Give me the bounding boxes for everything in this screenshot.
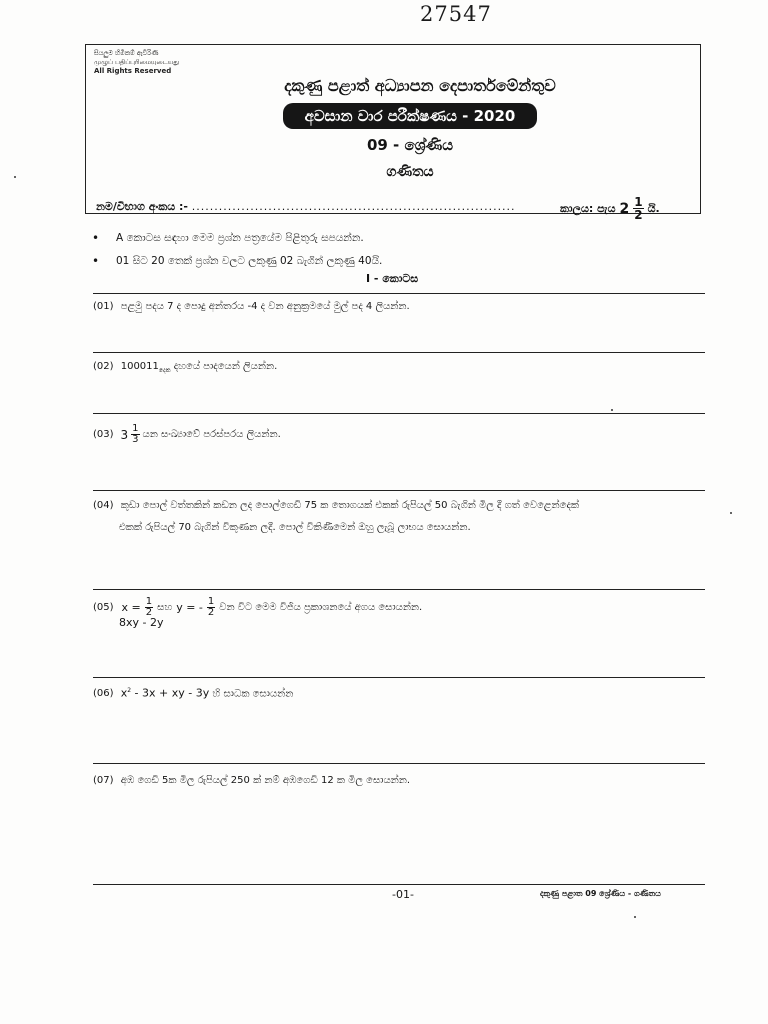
scan-speck bbox=[611, 409, 613, 411]
question-text: පළමු පදය 7 ද පොදු අන්තරය -4 ද වන අනුක්‍රමයේ මුල් පද 4 ලියන්න. bbox=[120, 301, 410, 312]
question-5 bbox=[93, 597, 693, 632]
y-fraction bbox=[207, 597, 215, 618]
copyright-sinhala: සියලුම හිමිකම් ඇවිරිණි bbox=[94, 49, 159, 57]
y-denominator: 2 bbox=[207, 607, 215, 618]
question-number: (03) bbox=[93, 428, 114, 440]
question-number: (04) bbox=[93, 500, 114, 511]
question-text: අඹ ගෙඩි 5ක මිල රුපියල් 250 ක් නම් අඹගෙඩි 12 ක මිල සොයන්න. bbox=[120, 775, 411, 786]
question-text: යන සංඛ්‍යාවේ පරස්පරය ලියන්න. bbox=[142, 428, 281, 440]
answer-rule bbox=[93, 352, 705, 353]
y-numerator: 1 bbox=[207, 596, 215, 607]
binary-value: 100011 bbox=[120, 361, 159, 372]
scan-speck bbox=[14, 176, 16, 178]
mixed-whole: 3 bbox=[120, 427, 129, 442]
instruction-item: • A කොටස සඳහා මෙම ප්‍රශ්න පත්‍රයේම පිළිතුරු සපයන්න. bbox=[92, 232, 382, 245]
question-text-line1: කුඩා පොල් වත්තකින් කඩන ලද පොල්ගෙඩි 75 ක තොගයක් එකක් රුපියල් 50 බැගින් මිල දී ගත් වෙළෙන්දෙක් bbox=[120, 500, 580, 511]
time-denominator: 2 bbox=[634, 208, 643, 222]
y-label: y = - bbox=[176, 600, 203, 614]
question-1 bbox=[93, 298, 693, 316]
time-suffix: යි. bbox=[647, 201, 660, 215]
part-title: I - කොටස bbox=[366, 272, 419, 285]
question-3 bbox=[93, 424, 693, 445]
serial-number: 27547 bbox=[420, 2, 492, 26]
and-word: සහ bbox=[157, 601, 173, 613]
time-numerator: 1 bbox=[634, 195, 643, 209]
time-fraction bbox=[633, 196, 643, 221]
time-field bbox=[560, 196, 660, 221]
expression-rest: - 3x + xy - 3y bbox=[131, 686, 210, 700]
question-2 bbox=[93, 358, 693, 380]
answer-rule bbox=[93, 413, 705, 414]
footer-rule bbox=[93, 884, 705, 885]
scan-speck bbox=[634, 916, 636, 918]
mixed-fraction bbox=[131, 424, 139, 445]
subject-title: ගණිතය bbox=[386, 164, 434, 180]
binary-base: දෙක bbox=[158, 367, 171, 374]
question-6 bbox=[93, 682, 693, 703]
question-number: (05) bbox=[93, 601, 114, 613]
algebraic-expression: 8xy - 2y bbox=[119, 616, 164, 629]
instruction-item: • 01 සිට 20 තෙක් ප්‍රශ්න වලට ලකුණු 02 බැගින් ලකුණු 40යි. bbox=[92, 255, 382, 268]
scan-speck bbox=[730, 512, 732, 514]
fraction-denominator: 3 bbox=[132, 434, 139, 445]
instructions-list bbox=[92, 232, 382, 278]
name-field-dots: ........................................................................ bbox=[191, 200, 516, 213]
footer-caption: දකුණු පළාත 09 ශ්‍රේණිය - ගණිතය bbox=[540, 889, 661, 898]
question-text: හි සාධක සොයන්න bbox=[212, 688, 294, 700]
time-label: කාලය: පැය bbox=[560, 201, 616, 215]
question-number: (02) bbox=[93, 361, 114, 372]
question-7 bbox=[93, 772, 693, 790]
question-number: (06) bbox=[93, 688, 114, 700]
copyright-notice bbox=[94, 49, 179, 76]
exam-title-banner: අවසාන වාර පරීක්ෂණය - 2020 bbox=[283, 103, 537, 129]
answer-rule bbox=[93, 490, 705, 491]
page-number: -01- bbox=[392, 888, 414, 901]
expression-start: x bbox=[120, 686, 128, 700]
question-4 bbox=[93, 497, 693, 537]
section-rule bbox=[93, 293, 705, 294]
department-title: දකුණු පළාත් අධ්‍යාපන දෙපාර්තමේන්තුව bbox=[284, 76, 556, 95]
answer-rule bbox=[93, 589, 705, 590]
answer-rule bbox=[93, 763, 705, 764]
fraction-numerator: 1 bbox=[132, 423, 139, 434]
exponent: 2 bbox=[127, 687, 132, 694]
grade-title: 09 - ශ්‍රේණිය bbox=[366, 136, 454, 154]
question-text: වන විට මෙම විජිය ප්‍රකාශනයේ අගය සොයන්න. bbox=[219, 601, 423, 613]
question-text-line2: එකක් රුපියල් 70 බැගින් විකුණන ලදී. පොල් විකිණීමෙන් ඔහු ලැබූ ලාභය සොයන්න. bbox=[119, 522, 471, 533]
copyright-tamil: முழுப் பதிப்புரிமையுடையது bbox=[94, 58, 180, 66]
x-label: x = bbox=[121, 600, 141, 614]
question-text: දහයේ පාදයෙන් ලියන්න. bbox=[173, 361, 278, 372]
question-number: (07) bbox=[93, 775, 114, 786]
name-index-field bbox=[96, 200, 516, 214]
name-field-label: නම/විභාග අංකය :- bbox=[96, 200, 188, 213]
x-numerator: 1 bbox=[145, 596, 153, 607]
question-number: (01) bbox=[93, 301, 114, 312]
time-whole: 2 bbox=[619, 200, 630, 217]
x-denominator: 2 bbox=[145, 607, 153, 618]
answer-rule bbox=[93, 677, 705, 678]
copyright-english: All Rights Reserved bbox=[94, 67, 172, 75]
